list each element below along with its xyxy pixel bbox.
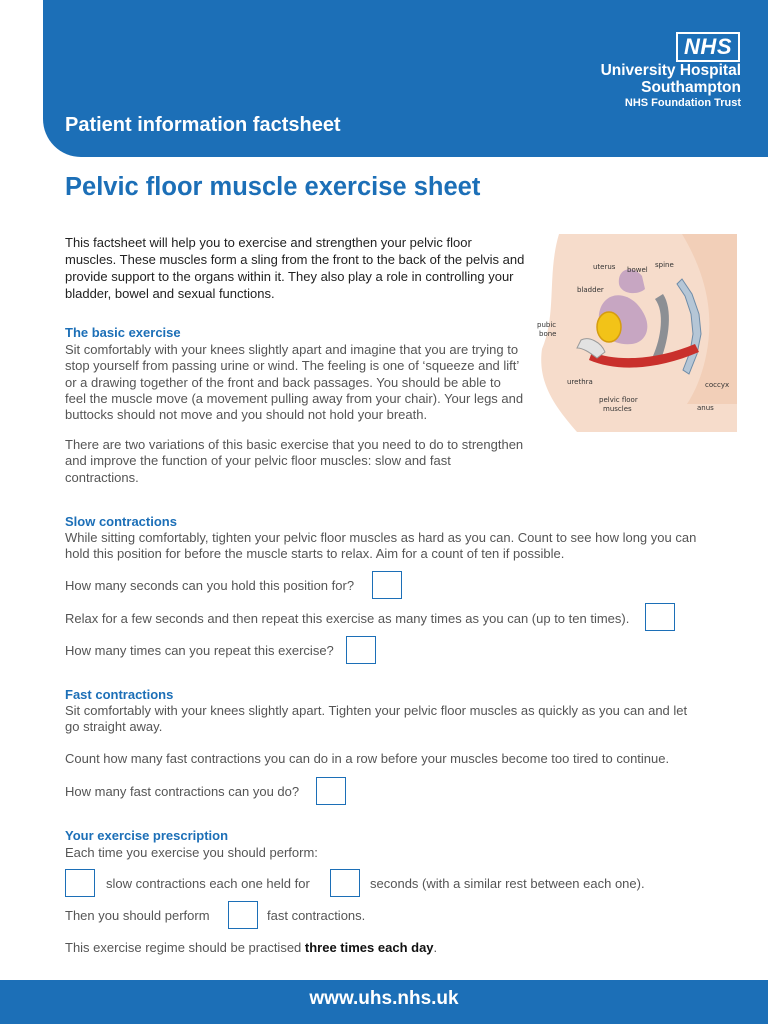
label-bowel: bowel (627, 266, 648, 274)
basic-exercise-text: Sit comfortably with your knees slightly apart and imagine that you are trying to stop yourself from passing urine or wind. The feeling is one of ‘squeeze and lift’ or a drawing together of the front and back passages. You should be able to feel the muscle move (a movement pulling away from your chair). Your legs and buttocks should not move and you should not hold your breath. (65, 342, 524, 423)
slow-question-repeats: How many times can you repeat this exercise? (65, 643, 334, 658)
regime-text: This exercise regime should be practised (65, 940, 302, 955)
org-trust-name: NHS Foundation Trust (624, 97, 741, 109)
regime-sentence (65, 940, 437, 955)
page-title: Pelvic floor muscle exercise sheet (65, 173, 481, 201)
seconds-hold-answer-box[interactable] (372, 571, 402, 599)
label-muscles: muscles (603, 405, 632, 413)
regime-end: . (433, 940, 438, 955)
fast-contractions-text: Sit comfortably with your knees slightly apart. Tighten your pelvic floor muscles as quickly as you can and let go straight away. (65, 703, 688, 735)
org-name-line1: University Hospital (600, 62, 741, 79)
repeat-count-answer-box[interactable] (346, 636, 376, 664)
prescription-slow-count-box[interactable] (65, 869, 95, 897)
slow-question-seconds: How many seconds can you hold this position for? (65, 578, 355, 593)
intro-paragraph: This factsheet will help you to exercise and strengthen your pelvic floor muscles. These muscles form a sling from the front to the back of the pelvis and provide support to the organs within it. They also play a role in controlling your bladder, bowel and sexual functions. (65, 235, 525, 301)
org-name-line2: Southampton (641, 79, 741, 96)
label-coccyx: coccyx (705, 381, 730, 389)
repetitions-answer-box[interactable] (645, 603, 675, 631)
prescription-fast-text: fast contractions. (267, 908, 366, 923)
nhs-logo: NHS (676, 32, 740, 62)
prescription-slow-text: slow contractions each one held for (106, 876, 310, 891)
fast-count-answer-box[interactable] (316, 777, 346, 805)
factsheet-label: Patient information factsheet (65, 114, 341, 136)
regime-frequency: three times each day (304, 940, 434, 955)
fast-question: How many fast contractions can you do? (65, 784, 300, 799)
prescription-then-text: Then you should perform (65, 908, 210, 923)
slow-relax-instruction: Relax for a few seconds and then repeat this exercise as many times as you can (up to ten times). (65, 611, 630, 626)
label-pubic: pubic (537, 321, 557, 329)
prescription-intro: Each time you exercise you should perform: (65, 845, 318, 860)
label-bladder: bladder (577, 286, 604, 294)
label-anus: anus (697, 404, 714, 412)
fast-contractions-heading: Fast contractions (65, 687, 174, 702)
variations-text: There are two variations of this basic exercise that you need to do to strengthen and improve the function of your pelvic floor muscles: slow and fast contractions. (65, 437, 524, 485)
prescription-seconds-box[interactable] (330, 869, 360, 897)
label-spine: spine (655, 261, 674, 269)
label-urethra: urethra (567, 378, 593, 386)
fast-count-text: Count how many fast contractions you can do in a row before your muscles become too tired to continue. (65, 751, 670, 766)
prescription-fast-count-box[interactable] (228, 901, 258, 929)
organisation-name (601, 62, 741, 96)
label-uterus: uterus (593, 263, 616, 271)
label-pelvic-floor: pelvic floor (599, 396, 638, 404)
prescription-seconds-text: seconds (with a similar rest between each one). (370, 876, 645, 891)
website-link[interactable]: www.uhs.nhs.uk (309, 988, 459, 1009)
slow-contractions-text: While sitting comfortably, tighten your pelvic floor muscles as hard as you can. Count to see how long you can hold this position for before the muscle starts to relax. Aim for a count of ten if possible. (65, 530, 697, 562)
pelvic-anatomy-diagram (537, 234, 737, 432)
header-banner (43, 0, 768, 157)
basic-exercise-heading: The basic exercise (65, 325, 181, 340)
bladder-shape (597, 312, 621, 342)
label-bone: bone (539, 330, 557, 338)
slow-contractions-heading: Slow contractions (65, 514, 177, 529)
prescription-heading: Your exercise prescription (65, 828, 229, 843)
footer-bar (0, 980, 768, 1024)
